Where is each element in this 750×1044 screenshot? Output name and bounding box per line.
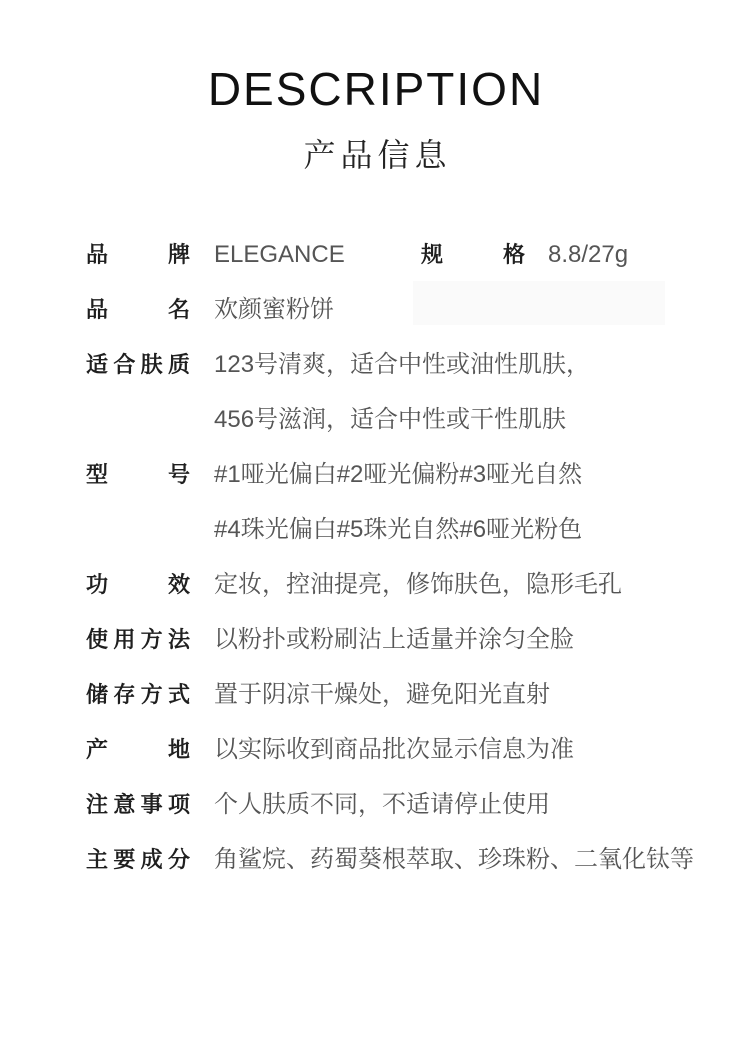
spec-label-brand: 品 牌	[86, 242, 190, 267]
spec-value-line: #4珠光偏白#5珠光自然#6哑光粉色	[214, 516, 583, 543]
spec-value-line: 以粉扑或粉刷沾上适量并涂匀全脸	[214, 626, 574, 653]
spec-value-model	[214, 447, 582, 557]
spec-row-model	[86, 447, 726, 557]
spec-value-line: 定妆，控油提亮，修饰肤色，隐形毛孔	[214, 571, 622, 598]
spec-table	[86, 227, 726, 887]
spec-label-usage: 使用方法	[86, 627, 190, 652]
spec-value-product-name	[214, 282, 334, 337]
spec-label-effect: 功 效	[86, 572, 190, 597]
spec-label-skin-type: 适合肤质	[86, 352, 190, 377]
spec-label-notice: 注意事项	[86, 792, 190, 817]
spec-value-usage	[214, 612, 574, 667]
spec-row-ingredients	[86, 832, 726, 887]
spec-value-line: 个人肤质不同，不适请停止使用	[214, 791, 550, 818]
spec-row-effect	[86, 557, 726, 612]
spec-value-line: 456号滋润，适合中性或干性肌肤	[214, 406, 567, 433]
page-title: DESCRIPTION	[207, 63, 545, 115]
spec-value-line: 角鲨烷、药蜀葵根萃取、珍珠粉、二氧化钛等	[214, 846, 694, 873]
spec-row-origin	[86, 722, 726, 777]
spec-row-notice	[86, 777, 726, 832]
spec-value-brand	[214, 227, 345, 282]
spec-value-skin-type	[214, 337, 590, 447]
spec-label-ingredients: 主要成分	[86, 847, 190, 872]
spec-row-brand	[86, 227, 726, 282]
spec-label-size: 规 格	[421, 242, 525, 267]
spec-row-skin-type	[86, 337, 726, 447]
spec-value-ingredients	[214, 832, 694, 887]
spec-label-product-name: 品 名	[86, 297, 190, 322]
spec-value-line: #1哑光偏白#2哑光偏粉#3哑光自然	[214, 461, 583, 488]
spec-value-origin	[214, 722, 574, 777]
spec-label-model: 型 号	[86, 462, 190, 487]
spec-value-line: 置于阴凉干燥处，避免阳光直射	[214, 681, 550, 708]
spec-label-origin: 产 地	[86, 737, 190, 762]
page-subtitle: 产品信息	[303, 137, 452, 173]
spec-value-size: 8.8/27g	[548, 241, 629, 268]
spec-value-line: ELEGANCE	[214, 241, 345, 268]
spec-row-product-name	[86, 282, 726, 337]
spec-row-storage	[86, 667, 726, 722]
spec-value-effect	[214, 557, 622, 612]
spec-label-storage: 储存方式	[86, 682, 190, 707]
spec-value-storage	[214, 667, 550, 722]
spec-value-line: 123号清爽，适合中性或油性肌肤，	[214, 351, 591, 378]
spec-value-line: 以实际收到商品批次显示信息为准	[214, 736, 574, 763]
spec-value-notice	[214, 777, 550, 832]
spec-value-line: 欢颜蜜粉饼	[214, 296, 334, 323]
spec-row-usage	[86, 612, 726, 667]
